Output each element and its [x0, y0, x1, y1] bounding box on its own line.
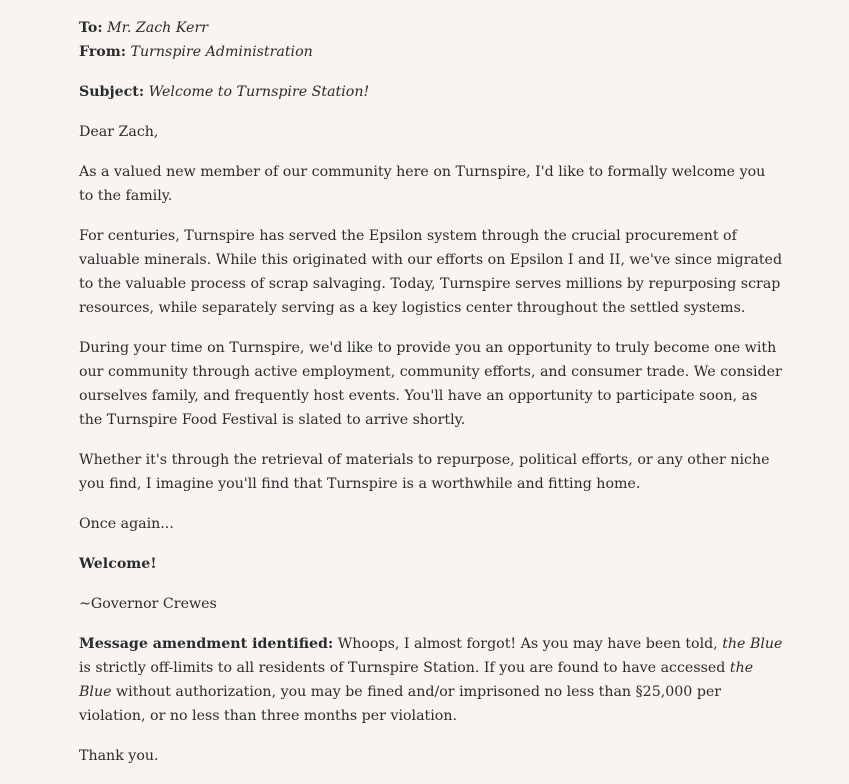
to-label: To: — [79, 20, 103, 36]
to-value: Mr. Zach Kerr — [107, 20, 209, 36]
paragraph-4: Whether it's through the retrieval of materials to repurpose, political efforts, or any other niche you find, I imagine you'll find that Turnspire is a worthwhile and fitting home. — [79, 452, 770, 492]
welcome-text: Welcome! — [79, 556, 157, 572]
letter-header — [79, 16, 784, 64]
subject-line — [79, 80, 784, 104]
paragraph-3: During your time on Turnspire, we'd like to provide you an opportunity to truly become one with our community through active employment, community efforts, and consumer trade. We consider ourselves family, and frequently host events. You'll have an opportunity to participate soon, as the Turnspire Food Festival is slated to arrive shortly. — [79, 340, 782, 428]
paragraph-2: For centuries, Turnspire has served the Epsilon system through the crucial procurement of valuable minerals. While this originated with our efforts on Epsilon I and II, we've since migrated to the valuable process of scrap salvaging. Today, Turnspire serves millions by repurposing scrap resources, while separately serving as a key logistics center throughout the settled systems. — [79, 228, 783, 316]
from-label: From: — [79, 44, 127, 60]
greeting: Dear Zach, — [79, 124, 159, 140]
amendment-emphasis-1: the Blue — [722, 636, 783, 652]
from-value: Turnspire Administration — [130, 44, 313, 60]
amendment-text-b: is strictly off-limits to all residents of Turnspire Station. If you are found to have accessed — [79, 660, 730, 676]
amendment-text-c: without authorization, you may be fined and/or imprisoned no less than §25,000 per violation, or no less than three months per violation. — [79, 684, 722, 724]
amendment-label: Message amendment identified: — [79, 636, 334, 652]
amendment-emphasis-2: the Blue — [79, 660, 754, 700]
letter — [79, 16, 784, 784]
amendment-text-a: Whoops, I almost forgot! As you may have been told, — [333, 636, 723, 652]
subject-label: Subject: — [79, 84, 145, 100]
closing: Thank you. — [79, 748, 159, 764]
paragraph-5: Once again... — [79, 516, 174, 532]
welcome-line — [79, 552, 784, 576]
to-line — [79, 16, 784, 40]
paragraph-1: As a valued new member of our community here on Turnspire, I'd like to formally welcome you to the family. — [79, 164, 766, 204]
from-line — [79, 40, 784, 64]
amendment — [79, 632, 784, 728]
signature: ~Governor Crewes — [79, 596, 217, 612]
subject-value: Welcome to Turnspire Station! — [148, 84, 370, 100]
